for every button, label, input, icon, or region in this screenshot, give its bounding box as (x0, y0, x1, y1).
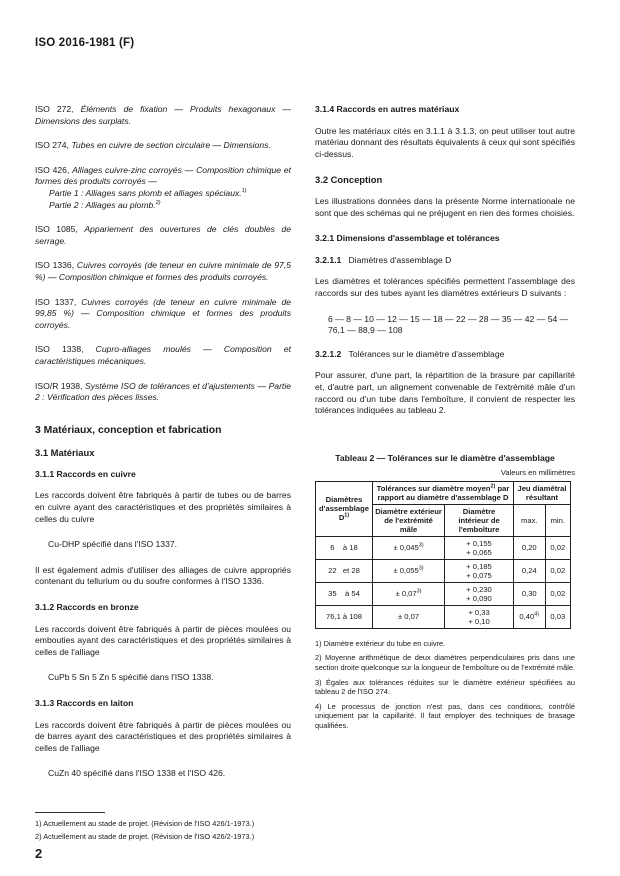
section-3-1-heading: 3.1 Matériaux (35, 447, 95, 459)
section-3-1-4-text: Outre les matériaux cités en 3.1.1 à 3.1.3, on peut utiliser tout autre matériau donnant des résultats équivalents à ceux qui sont spécifiés ci-dessus. (315, 125, 575, 159)
section-3-2-1-heading: 3.2.1 Dimensions d'assemblage et tolérances (315, 233, 500, 244)
reference-iso-1085: ISO 1085, Appariement des ouvertures de clés doubles de serrage. (35, 224, 291, 246)
header-tolerances: Tolérances sur diamètre moyen$^{2)}$ par rapport au diamètre d'assemblage D (373, 481, 514, 504)
table-note: 2) Moyenne arithmétique de deux diamètres perpendiculaires pris dans une section droite quelconque sur la longueur de l'emboîture ou de l'extrémité mâle. (315, 653, 576, 673)
table-notes (315, 639, 575, 731)
footnote-2: 2) Actuellement au stade de projet. (Révision de l'ISO 426/2-1973.) (35, 832, 255, 841)
right-column (315, 104, 575, 736)
section-3-2-1-2-text: Pour assurer, d'une part, la répartition de la brasure par capillarité et, d'autre part, un alignement convenable de l'extrémité mâle d'un raccord ou d'un tube dans l'emboîture, il convient de respecter les tolérances indiquées au tableau 2. (315, 370, 575, 416)
page-header: ISO 2016-1981 (F) (35, 37, 135, 49)
section-3-1-1-note: Il est également admis d'utiliser des alliages de cuivre appropriés contenant du tellurium ou du soufre conformes à l'ISO 1336. (35, 564, 291, 587)
tolerance-table (315, 481, 571, 629)
reference-iso-272: ISO 272, Éléments de fixation — Produits hexagonaux — Dimensions des surplats. (35, 104, 292, 126)
footnote-1: 1) Actuellement au stade de projet. (Révision de l'ISO 426/1-1973.) (35, 819, 255, 828)
section-3-2-1-1-text: Les diamètres et tolérances spécifiés permettent l'assemblage des raccords sur des tubes ayant les diamètres extérieurs D suivants : (315, 276, 575, 298)
section-3-1-2-text: Les raccords doivent être fabriqués à partir de pièces moulées ou embouties ayant des caractéristiques et des propriétés similaires à celles de l'alliage (35, 623, 291, 657)
section-3-1-4-heading: 3.1.4 Raccords en autres matériaux (315, 104, 460, 114)
table-row: 35 à 54 ± $0,07^{3)}$ + 0,230 + 0,090 0,30 0,02 (316, 582, 571, 605)
table-2-caption: Tableau 2 — Tolérances sur le diamètre d'assemblage (335, 452, 555, 463)
table-row: 22 et 28 ± $0,055^{3)}$ + 0,185 + 0,075 0,24 0,02 (316, 559, 571, 582)
section-3-1-1-text: Les raccords doivent être fabriqués à partir de tubes ou de barres en cuivre ayant des caractéristiques et des propriétés similaires à celles du cuivre (35, 490, 291, 524)
header-max: max. (513, 504, 545, 536)
section-3-1-1-heading: 3.1.1 Raccords en cuivre (35, 468, 136, 479)
left-column (35, 104, 291, 794)
reference-iso-r-1938: ISO/R 1938, Système ISO de tolérances et d'ajustements — Partie 2 : Vérification des pièces lisses. (35, 380, 292, 403)
section-3-1-3-heading: 3.1.3 Raccords en laiton (35, 698, 134, 708)
table-note: 1) Diamètre extérieur du tube en cuivre. (315, 638, 446, 648)
table-note: 4) Le processus de jonction n'est pas, dans ces conditions, contrôlé uniquement par la capillarité. Il faut employer des techniques de brasage qualifiées. (315, 701, 575, 731)
section-3-2-text: Les illustrations données dans la présente Norme internationale ne sont que des schémas qui ne préjugent en rien des formes choisies. (315, 195, 575, 218)
page-number: 2 (35, 846, 43, 861)
reference-iso-1337: ISO 1337, Cuivres corroyés (de teneur en cuivre minimale de 99,85 %) — Composition chimique et formes des produits corroyés. (35, 296, 291, 330)
section-3-1-3-text: Les raccords doivent être fabriqués à partir de pièces moulées ou de barres ayant des caractéristiques et des propriétés similaires à celles de l'alliage (35, 719, 291, 753)
footnote-rule (35, 812, 105, 813)
section-3-2-heading: 3.2 Conception (315, 174, 383, 186)
section-3-1-3-alloy: CuZn 40 spécifié dans l'ISO 1338 et l'ISO 426. (48, 768, 226, 779)
table-note: 3) Égales aux tolérances réduites sur le diamètre extérieur spécifiées au tableau 2 de l'ISO 274. (315, 677, 575, 697)
section-3-2-1-2-heading: 3.2.1.2 Tolérances sur le diamètre d'assemblage (315, 348, 505, 359)
reference-iso-426: ISO 426, Alliages cuivre-zinc corroyés — Composition chimique et formes des produits corroyés — Partie 1 : Alliages sans plomb et alliages spéciaux.$^{1)}$ Partie 2 : Alliages au plomb.$^{2)}$ (35, 164, 292, 210)
header-min: min. (545, 504, 570, 536)
section-3-heading: 3 Matériaux, conception et fabrication (35, 424, 222, 436)
section-3-1-2-alloy: CuPb 5 Sn 5 Zn 5 spécifié dans l'ISO 1338. (48, 672, 214, 683)
section-3-1-2-heading: 3.1.2 Raccords en bronze (35, 602, 139, 613)
header-internal: Diamètre intérieur de l'emboîture (445, 504, 514, 536)
header-external: Diamètre extérieur de l'extrémité mâle (373, 504, 445, 536)
table-2-unit: Valeurs en millimètres (500, 468, 575, 478)
reference-iso-274: ISO 274, Tubes en cuivre de section circulaire — Dimensions. (35, 140, 271, 151)
reference-iso-1336: ISO 1336, Cuivres corroyés (de teneur en cuivre minimale de 97,5 %) — Composition chimique et formes des produits corroyés. (35, 260, 292, 282)
diameter-series: 6 — 8 — 10 — 12 — 15 — 18 — 22 — 28 — 35 — 42 — 54 — 76,1 — 88,9 — 108 (328, 313, 569, 336)
header-clearance: Jeu diamétral résultant (513, 481, 570, 504)
section-3-1-1-alloy: Cu-DHP spécifié dans l'ISO 1337. (48, 539, 178, 550)
table-row: 76,1 à 108 ± 0,07 + 0,33 + 0,10 0,40$^{4)}$ 0,03 (316, 605, 571, 628)
section-3-2-1-1-heading: 3.2.1.1 Diamètres d'assemblage D (315, 254, 452, 265)
reference-iso-1338: ISO 1338, Cupro-alliages moulés — Composition et caractéristiques mécaniques. (35, 344, 291, 366)
table-row: 6 à 18 ± $0,045^{3)}$ + 0,155 + 0,065 0,20 0,02 (316, 536, 571, 559)
header-diameters: Diamètres d'assemblage $D^{1)}$ (316, 481, 373, 536)
